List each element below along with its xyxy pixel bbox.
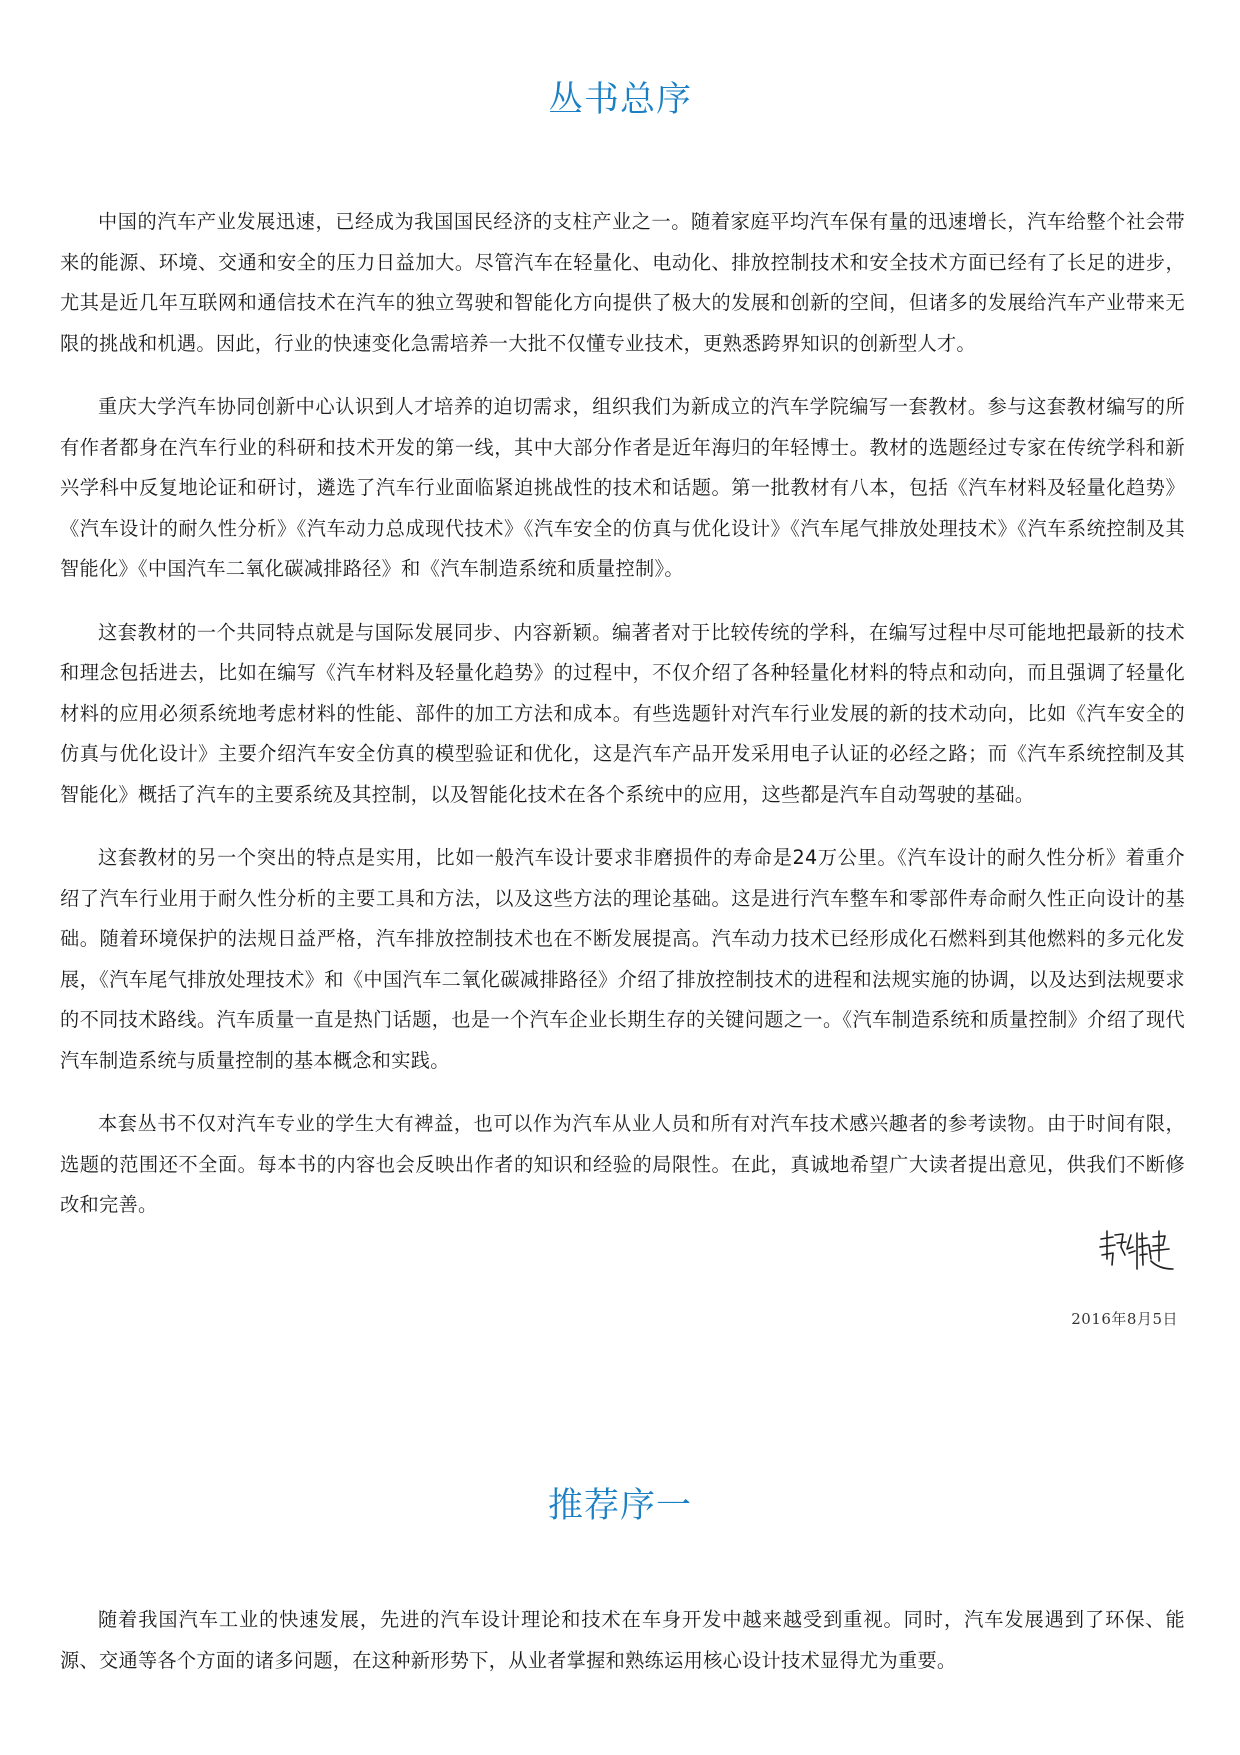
- paragraph: 这套教材的另一个突出的特点是实用，比如一般汽车设计要求非磨损件的寿命是24万公里。《汽车设计的耐久性分析》着重介绍了汽车行业用于耐久性分析的主要工具和方法，以及这些方法的理论基础。这是进行汽车整车和零部件寿命耐久性正向设计的基础。随着环境保护的法规日益严格，汽车排放控制技术也在不断发展提高。汽车动力技术已经形成化石燃料到其他燃料的多元化发展，《汽车尾气排放处理技术》和《中国汽车二氧化碳减排路径》介绍了排放控制技术的进程和法规实施的协调，以及达到法规要求的不同技术路线。汽车质量一直是热门话题，也是一个汽车企业长期生存的关键问题之一。《汽车制造系统和质量控制》介绍了现代汽车制造系统与质量控制的基本概念和实践。: [60, 846, 1185, 1072]
- paragraph: 这套教材的一个共同特点就是与国际发展同步、内容新颖。编著者对于比较传统的学科，在编写过程中尽可能地把最新的技术和理念包括进去，比如在编写《汽车材料及轻量化趋势》的过程中，不仅介绍了各种轻量化材料的特点和动向，而且强调了轻量化材料的应用必须系统地考虑材料的性能、部件的加工方法和成本。有些选题针对汽车行业发展的新的技术动向，比如《汽车安全的仿真与优化设计》主要介绍汽车安全仿真的模型验证和优化，这是汽车产品开发采用电子认证的必经之路；而《汽车系统控制及其智能化》概括了汽车的主要系统及其控制，以及智能化技术在各个系统中的应用，这些都是汽车自动驾驶的基础。: [60, 620, 1185, 806]
- handwritten-signature: [1095, 1225, 1175, 1281]
- recommendation-preface-body: [60, 1600, 1185, 1704]
- paragraph: 本套丛书不仅对汽车专业的学生大有裨益，也可以作为汽车从业人员和所有对汽车技术感兴趣者的参考读物。由于时间有限，选题的范围还不全面。每本书的内容也会反映出作者的知识和经验的局限性。在此，真诚地希望广大读者提出意见，供我们不断修改和完善。: [60, 1112, 1185, 1216]
- paragraph: 重庆大学汽车协同创新中心认识到人才培养的迫切需求，组织我们为新成立的汽车学院编写一套教材。参与这套教材编写的所有作者都身在汽车行业的科研和技术开发的第一线，其中大部分作者是近年海归的年轻博士。教材的选题经过专家在传统学科和新兴学科中反复地论证和研讨，遴选了汽车行业面临紧迫挑战性的技术和话题。第一批教材有八本，包括《汽车材料及轻量化趋势》《汽车设计的耐久性分析》《汽车动力总成现代技术》《汽车安全的仿真与优化设计》《汽车尾气排放处理技术》《汽车系统控制及其智能化》《中国汽车二氧化碳减排路径》和《汽车制造系统和质量控制》。: [60, 395, 1185, 580]
- paragraph: 随着我国汽车工业的快速发展，先进的汽车设计理论和技术在车身开发中越来越受到重视。同时，汽车发展遇到了环保、能源、交通等各个方面的诸多问题，在这种新形势下，从业者掌握和熟练运用核心设计技术显得尤为重要。: [60, 1608, 1185, 1672]
- series-preface-body: [60, 202, 1185, 1249]
- section-title-recommendation-preface: 推荐序一: [547, 1486, 692, 1526]
- section-title-series-preface: 丛书总序: [547, 80, 692, 120]
- preface-date: 2016年8月5日: [1071, 1310, 1178, 1328]
- paragraph: 中国的汽车产业发展迅速，已经成为我国国民经济的支柱产业之一。随着家庭平均汽车保有量的迅速增长，汽车给整个社会带来的能源、环境、交通和安全的压力日益加大。尽管汽车在轻量化、电动化、排放控制技术和安全技术方面已经有了长足的进步，尤其是近几年互联网和通信技术在汽车的独立驾驶和智能化方向提供了极大的发展和创新的空间，但诸多的发展给汽车产业带来无限的挑战和机遇。因此，行业的快速变化急需培养一大批不仅懂专业技术，更熟悉跨界知识的创新型人才。: [60, 210, 1185, 355]
